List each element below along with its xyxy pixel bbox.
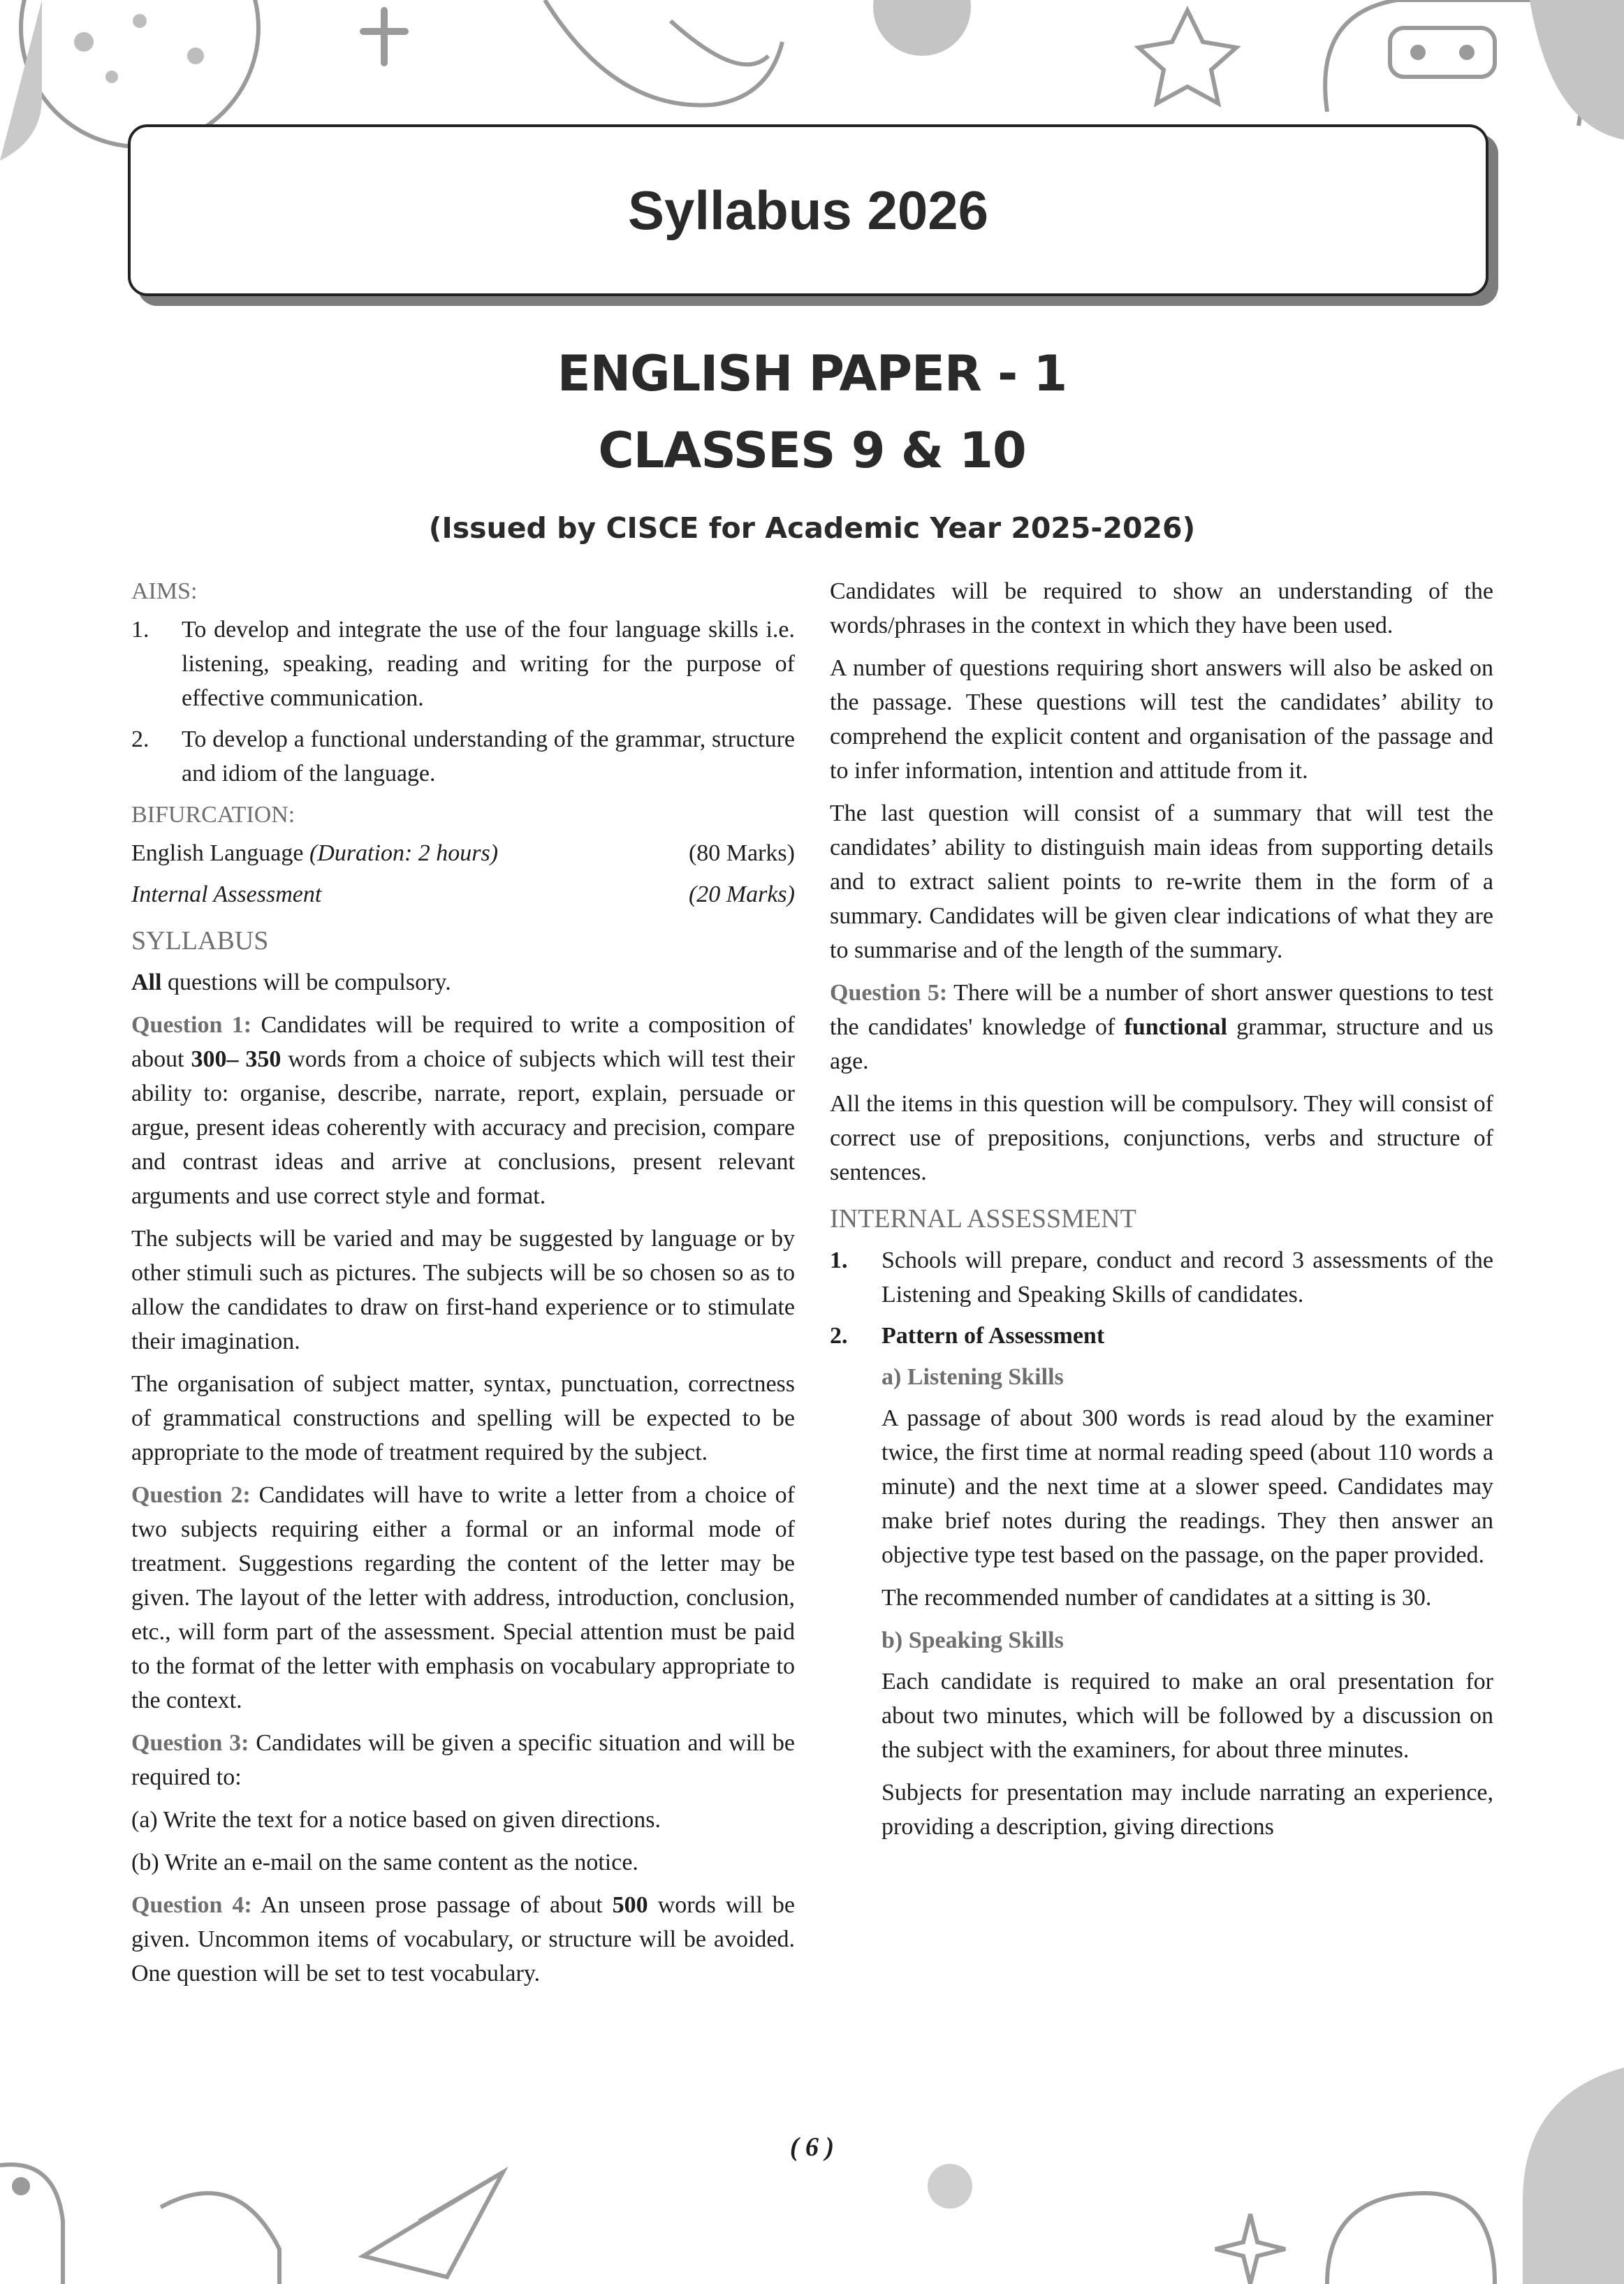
question-3-paragraph: Question 3: Candidates will be given a specific situation and will be required to: [131, 1730, 795, 1790]
syllabus-title: Syllabus 2026 [628, 179, 988, 241]
question-4-paragraph-3: A number of questions requiring short answers will also be asked on the passage. These questions will test the candidates’ ability to comprehend the explicit content and organisation of the passage and to infer information, intention and attitude from it. [830, 655, 1493, 784]
bifurcation-row [131, 836, 795, 870]
bifurcation-name: English Language [131, 840, 304, 866]
ia-item-1: 1. Schools will prepare, conduct and record 3 assessments of the Listening and Speaking Skills of candidates. [830, 1247, 1493, 1308]
question-4-paragraph-2: Candidates will be required to show an understanding of the words/phrases in the context in which they have been used. [830, 578, 1493, 638]
aim-text: To develop and integrate the use of the four language skills i.e. listening, speaking, reading and writing for the purpose of effective communication. [182, 617, 795, 711]
bifurcation-marks: (20 Marks) [688, 881, 795, 907]
page-number: ( 6 ) [789, 2132, 835, 2162]
question-4-paragraph: Question 4: An unseen prose passage of about 500 words will be given. Uncommon items of vocabulary, or structure will be avoided. One question will be set to test vocabulary. [131, 1892, 795, 1986]
ia-item-2: 2. Pattern of Assessment [830, 1323, 1105, 1349]
aim-item [131, 613, 795, 715]
aim-number: 1. [131, 617, 149, 643]
left-column [131, 574, 795, 1999]
bifurcation-name: Internal Assessment [131, 881, 322, 907]
aims-label: AIMS: [131, 578, 198, 604]
magnifier-doodle-icon [545, 0, 782, 105]
question-2-paragraph: Question 2: Candidates will have to write a letter from a choice of two subjects requiring either a formal or an informal mode of treatment. Suggestions regarding the content of the letter may be given. The layout of the letter with address, introduction, conclusion, etc., will form part of the assessment. Special attention must be paid to the format of the letter with emphasis on vocabulary appropriate to the context. [131, 1482, 795, 1713]
question-5-paragraph-2: All the items in this question will be compulsory. They will consist of correct use of prepositions, conjunctions, verbs and structure of sentences. [830, 1091, 1493, 1185]
robot-doodle-icon [1325, 0, 1581, 126]
speaking-skills-label: b) Speaking Skills [882, 1627, 1064, 1653]
question-1-paragraph-2: The subjects will be varied and may be suggested by language or by other stimuli such as pictures. The subjects will be so chosen so as to allow the candidates to draw on first-hand experience or to stimulate their imagination. [131, 1226, 795, 1354]
listening-paragraph-1: A passage of about 300 words is read aloud by the examiner twice, the first time at normal reading speed (about 110 words a minute) and the next time at a slower speed. Candidates may make brief notes during the readings. They then answer an objective type test based on the passage, on the paper provided. [882, 1405, 1493, 1568]
question-3-item-b: (b) Write an e-mail on the same content as the notice. [131, 1850, 638, 1875]
compulsory-note: All questions will be compulsory. [131, 969, 451, 995]
question-3-item-a: (a) Write the text for a notice based on given directions. [131, 1807, 661, 1833]
syllabus-label: SYLLABUS [131, 926, 269, 956]
paper-heading: ENGLISH PAPER - 1 [557, 345, 1067, 402]
listening-skills-label: a) Listening Skills [882, 1364, 1064, 1390]
speaking-paragraph-1: Each candidate is required to make an oral presentation for about two minutes, which will be followed by a discussion on the subject with the examiners, for about three minutes. [882, 1669, 1493, 1763]
sparkle-doodle-icon [1215, 2214, 1285, 2284]
classes-heading: CLASSES 9 & 10 [598, 422, 1026, 479]
question-1-paragraph-3: The organisation of subject matter, syntax, punctuation, correctness of grammatical constructions and spelling will be expected to be appropriate to the mode of treatment required by the subject. [131, 1371, 795, 1465]
question-1-paragraph: Question 1: Candidates will be required to write a composition of about 300– 350 words from a choice of subjects which will test their ability to: organise, describe, narrate, report, explain, persuade or argue, present ideas coherently with accuracy and precision, compare and contrast ideas and arrive at conclusions, present relevant arguments and use correct style and format. [131, 1012, 796, 1209]
syllabus-title-box [128, 124, 1488, 296]
bifurcation-marks: (80 Marks) [688, 840, 795, 866]
aim-item [131, 722, 795, 791]
plus-doodle-icon [363, 10, 405, 63]
star-doodle-icon [1139, 10, 1236, 103]
question-4-paragraph-4: The last question will consist of a summary that will test the candidates’ ability to distinguish main ideas from supporting details and to extract salient points to re-write them in the form of a summary. Candidates will be given clear indications of what they are to summarise and of the length of the summary. [830, 800, 1493, 963]
bifurcation-row [131, 877, 795, 912]
speaking-paragraph-2: Subjects for presentation may include narrating an experience, providing a description, giving directions [882, 1780, 1493, 1840]
aim-text: To develop a functional understanding of the grammar, structure and idiom of the language. [182, 726, 795, 786]
right-column [830, 574, 1493, 1852]
internal-assessment-label: INTERNAL ASSESSMENT [830, 1204, 1136, 1233]
issued-by-heading: (Issued by CISCE for Academic Year 2025-2026) [428, 511, 1196, 545]
bifurcation-note: (Duration: 2 hours) [309, 840, 499, 866]
aim-number: 2. [131, 726, 149, 752]
listening-paragraph-2: The recommended number of candidates at a sitting is 30. [882, 1585, 1432, 1611]
blob-doodle-icon [873, 0, 971, 56]
bifurcation-label: BIFURCATION: [131, 802, 295, 828]
pattern-of-assessment [882, 1360, 1493, 1844]
paper-plane-doodle-icon [363, 2172, 503, 2277]
question-5-paragraph: Question 5: There will be a number of short answer questions to test the candidates' knowledge of functional grammar, structure and us age. [830, 980, 1493, 1074]
